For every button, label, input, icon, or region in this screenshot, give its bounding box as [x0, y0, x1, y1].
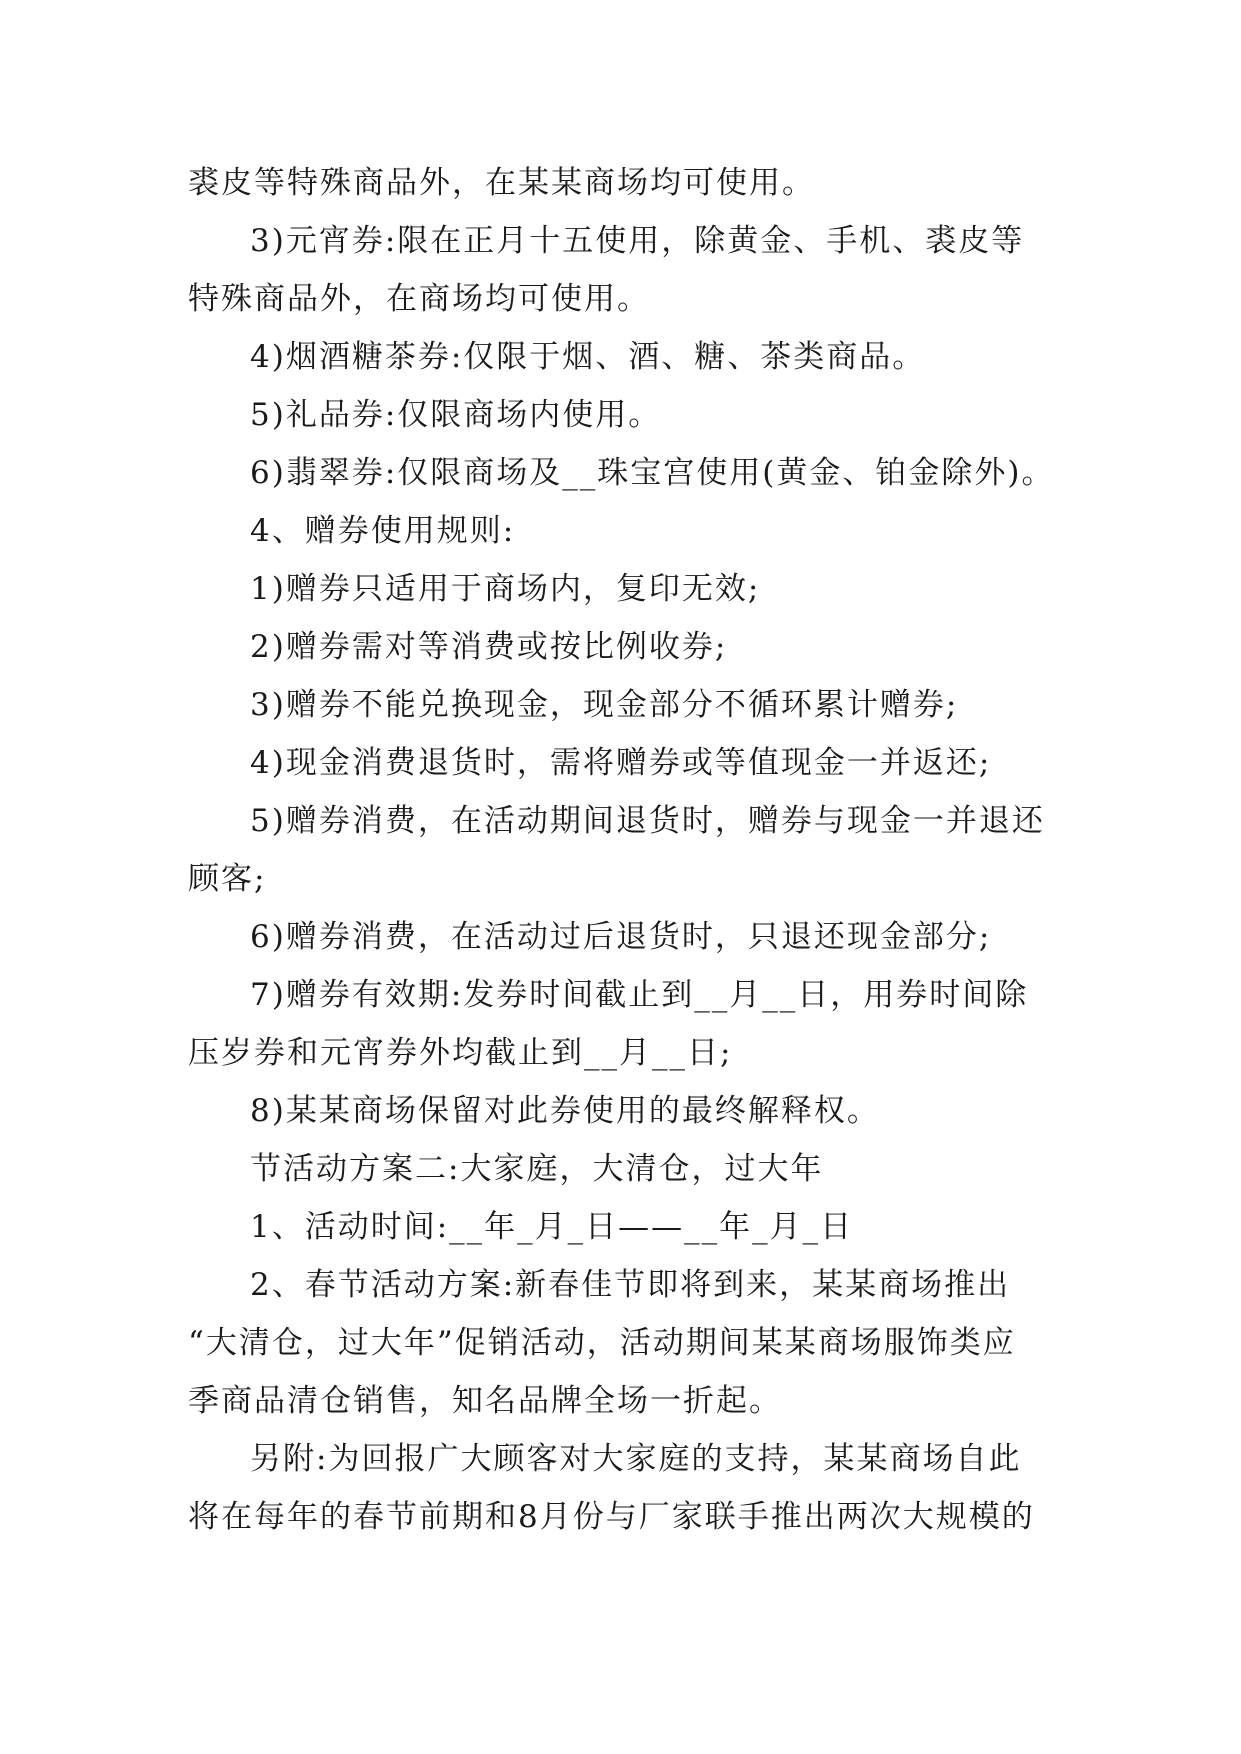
paragraph-line: 6)赠券消费，在活动过后退货时，只退还现金部分; [250, 919, 992, 955]
paragraph-line: 5)礼品券:仅限商场内使用。 [250, 397, 662, 433]
paragraph-line: 季商品清仓销售，知名品牌全场一折起。 [188, 1383, 782, 1419]
paragraph-line: 2、春节活动方案:新春佳节即将到来，某某商场推出 [250, 1267, 1011, 1303]
paragraph-line: 1)赠券只适用于商场内，复印无效; [250, 571, 761, 607]
paragraph-line: 裘皮等特殊商品外，在某某商场均可使用。 [188, 165, 815, 201]
paragraph-line: 4)现金消费退货时，需将赠券或等值现金一并返还; [250, 745, 992, 781]
section-heading: 4、赠券使用规则: [250, 513, 516, 549]
paragraph-line: 2)赠券需对等消费或按比例收券; [250, 629, 728, 665]
document-body [188, 154, 1055, 1546]
paragraph-line: “大清仓，过大年”促销活动，活动期间某某商场服饰类应 [188, 1325, 1016, 1361]
paragraph-line: 5)赠券消费，在活动期间退货时，赠券与现金一并退还 [250, 803, 1045, 839]
paragraph-line: 1、活动时间:__年_月_日——__年_月_日 [250, 1209, 854, 1245]
paragraph-line: 3)赠券不能兑换现金，现金部分不循环累计赠券; [250, 687, 959, 723]
paragraph-line: 将在每年的春节前期和8月份与厂家联手推出两次大规模的 [188, 1499, 1035, 1535]
paragraph-line: 4)烟酒糖茶券:仅限于烟、酒、糖、茶类商品。 [250, 339, 926, 375]
paragraph-line: 另附:为回报广大顾客对大家庭的支持，某某商场自此 [250, 1441, 1022, 1477]
paragraph-line: 7)赠券有效期:发券时间截止到__月__日，用券时间除 [250, 977, 1029, 1013]
paragraph-line: 3)元宵券:限在正月十五使用，除黄金、手机、裘皮等 [250, 223, 1025, 259]
paragraph-line: 顾客; [188, 861, 267, 897]
paragraph-line: 8)某某商场保留对此券使用的最终解释权。 [250, 1093, 880, 1129]
paragraph-line: 特殊商品外，在商场均可使用。 [188, 281, 650, 317]
paragraph-line: 压岁券和元宵券外均截止到__月__日; [188, 1035, 733, 1071]
paragraph-line: 6)翡翠券:仅限商场及__珠宝宫使用(黄金、铂金除外)。 [250, 455, 1055, 491]
section-heading: 节活动方案二:大家庭，大清仓，过大年 [250, 1151, 824, 1187]
